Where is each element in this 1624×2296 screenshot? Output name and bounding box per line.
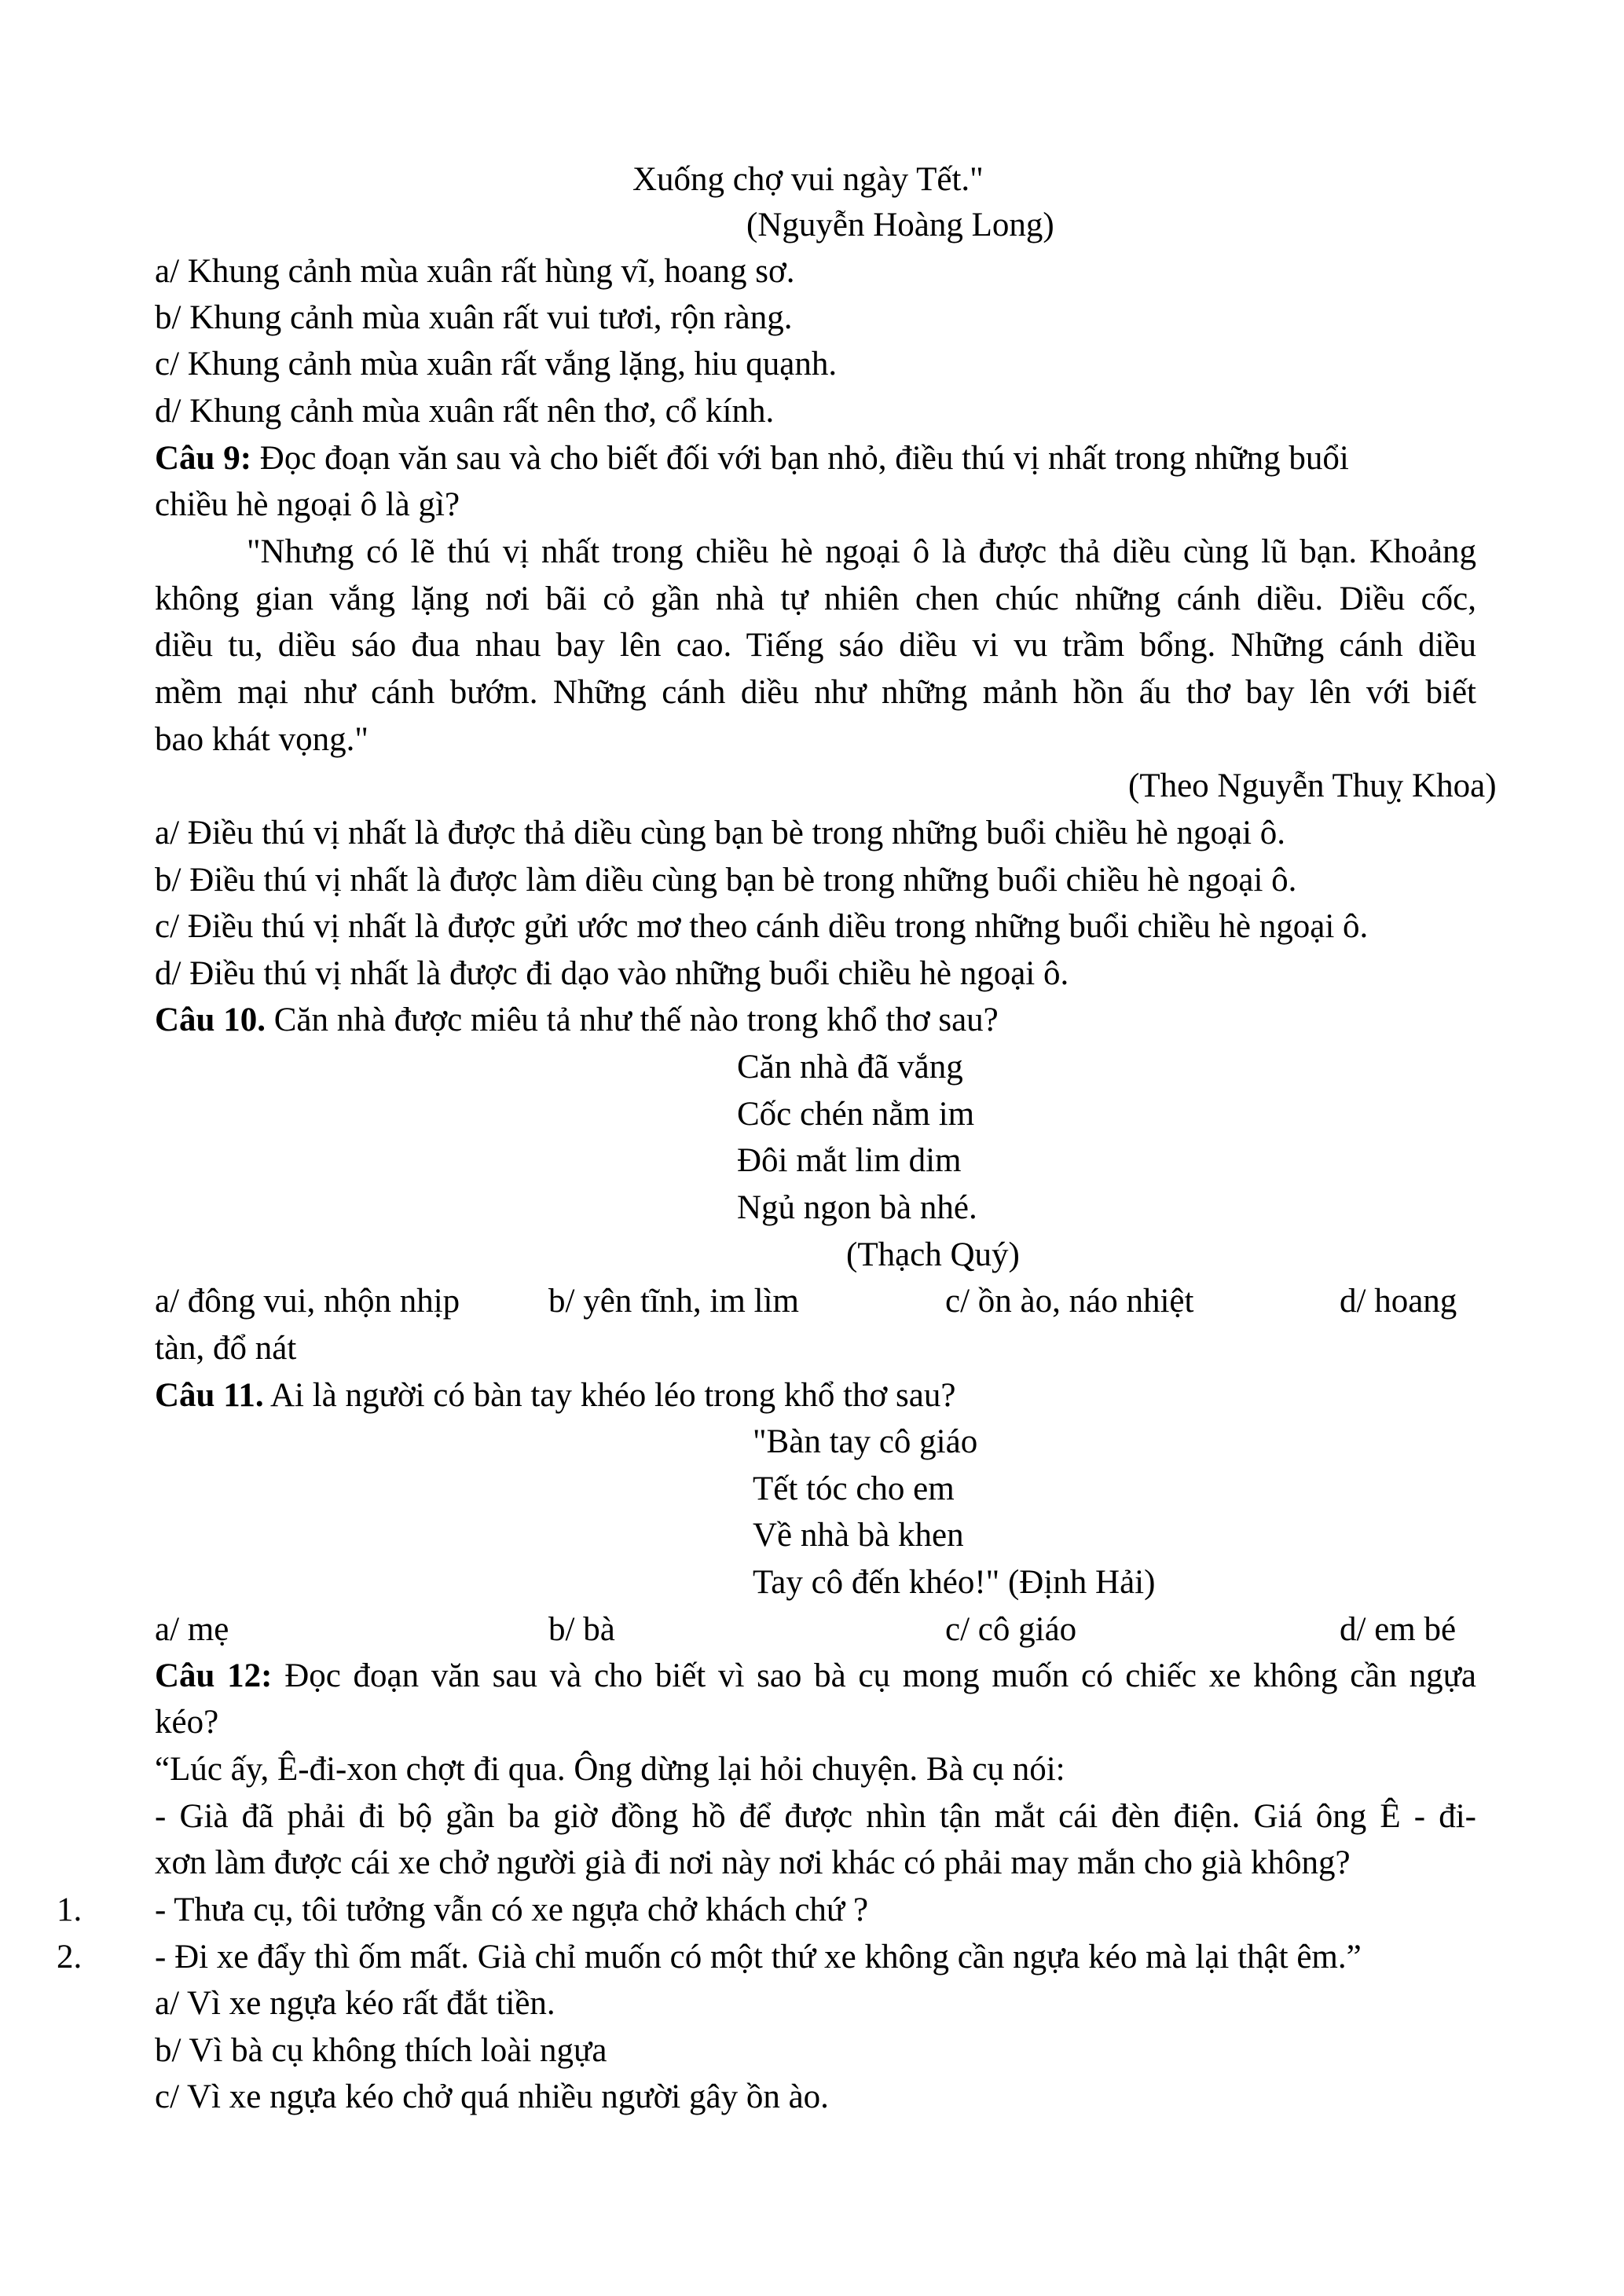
q9-passage-line: bao khát vọng."	[155, 721, 368, 758]
q9-option-d: d/ Điều thú vị nhất là được đi dạo vào những buổi chiều hè ngoại ô.	[155, 955, 1069, 992]
q11-label: Câu 11.	[155, 1377, 264, 1414]
poem-last-line: Xuống chợ vui ngày Tết."	[632, 161, 984, 198]
q10-option-d: d/ hoang	[1340, 1283, 1457, 1320]
q12-dialog-number: 2.	[57, 1939, 82, 1976]
q10-option-b: b/ yên tĩnh, im lìm	[548, 1283, 799, 1320]
q9-question-cont: chiều hè ngoại ô là gì?	[155, 486, 460, 523]
q10-option-c: c/ ồn ào, náo nhiệt	[945, 1283, 1194, 1320]
q9-option-c: c/ Điều thú vị nhất là được gửi ước mơ theo cánh diều trong những buổi chiều hè ngoại ô.	[155, 908, 1369, 945]
q12-question-cont: kéo?	[155, 1704, 219, 1741]
q9-source: (Theo Nguyễn Thuỵ Khoa)	[1128, 767, 1497, 804]
q10-poem-line: Đôi mắt lim dim	[737, 1142, 962, 1179]
q11-poem-line: Về nhà bà khen	[753, 1517, 964, 1554]
q11-option-a: a/ mẹ	[155, 1611, 229, 1648]
q10-label: Câu 10.	[155, 1002, 266, 1038]
q12-passage-line: xơn làm được cái xe chở người già đi nơi này nơi khác có phải may mắn cho già không?	[155, 1844, 1351, 1881]
q12-option-a: a/ Vì xe ngựa kéo rất đắt tiền.	[155, 1985, 555, 2022]
q12-passage-line: - Già đã phải đi bộ gần ba giờ đồng hồ để được nhìn tận mắt cái đèn điện. Giá ông Ê - đi-	[155, 1798, 1476, 1835]
poem-author: (Nguyễn Hoàng Long)	[746, 207, 1054, 244]
q12-dialog-line: - Đi xe đẩy thì ốm mất. Già chỉ muốn có một thứ xe không cần ngựa kéo mà lại thật êm.”	[155, 1939, 1362, 1976]
q9-passage-line: "Nhưng có lẽ thú vị nhất trong chiều hè ngoại ô là được thả diều cùng lũ bạn. Khoảng	[247, 533, 1476, 570]
q8-option-c: c/ Khung cảnh mùa xuân rất vắng lặng, hiu quạnh.	[155, 346, 838, 383]
q11-question-text: Ai là người có bàn tay khéo léo trong khổ thơ sau?	[263, 1377, 956, 1414]
q10-poem-line: Căn nhà đã vắng	[737, 1049, 963, 1086]
q12-question	[155, 1653, 1476, 1700]
q12-label: Câu 12:	[155, 1657, 273, 1694]
q9-passage-line: không gian vắng lặng nơi bãi cỏ gần nhà tự nhiên chen chúc những cánh diều. Diều cốc,	[155, 580, 1476, 617]
q9-question-text: Đọc đoạn văn sau và cho biết đối với bạn nhỏ, điều thú vị nhất trong những buổi	[251, 440, 1349, 477]
q12-passage-line: “Lúc ấy, Ê-đi-xon chợt đi qua. Ông dừng lại hỏi chuyện. Bà cụ nói:	[155, 1751, 1065, 1788]
q12-dialog-number: 1.	[57, 1891, 82, 1928]
q10-question-text: Căn nhà được miêu tả như thế nào trong khổ thơ sau?	[265, 1002, 999, 1038]
q10-poem-line: Cốc chén nằm im	[737, 1096, 975, 1133]
q9-option-a: a/ Điều thú vị nhất là được thả diều cùng bạn bè trong những buổi chiều hè ngoại ô.	[155, 815, 1286, 851]
q11-poem-line: Tết tóc cho em	[753, 1470, 955, 1507]
q11-option-b: b/ bà	[548, 1611, 615, 1648]
q12-dialog-line: - Thưa cụ, tôi tưởng vẫn có xe ngựa chở khách chứ ?	[155, 1891, 869, 1928]
q9-label: Câu 9:	[155, 440, 252, 477]
q11-poem-line: Tay cô đến khéo!" (Định Hải)	[753, 1564, 1156, 1601]
q12-option-c: c/ Vì xe ngựa kéo chở quá nhiều người gây ồn ào.	[155, 2078, 829, 2115]
q10-option-a: a/ đông vui, nhộn nhịp	[155, 1283, 460, 1320]
q11-option-c: c/ cô giáo	[945, 1611, 1077, 1648]
q11-option-d: d/ em bé	[1340, 1611, 1457, 1648]
q10-question	[155, 997, 999, 1044]
q9-option-b: b/ Điều thú vị nhất là được làm diều cùng bạn bè trong những buổi chiều hè ngoại ô.	[155, 862, 1297, 899]
q11-question	[155, 1372, 955, 1419]
q12-option-b: b/ Vì bà cụ không thích loài ngựa	[155, 2032, 607, 2069]
q10-poem-author: (Thạch Quý)	[846, 1236, 1020, 1273]
q12-question-text: Đọc đoạn văn sau và cho biết vì sao bà cụ mong muốn có chiếc xe không cần ngựa	[272, 1657, 1476, 1694]
q8-option-a: a/ Khung cảnh mùa xuân rất hùng vĩ, hoang sơ.	[155, 253, 795, 290]
q9-question	[155, 435, 1349, 482]
q11-poem-line: "Bàn tay cô giáo	[753, 1423, 978, 1460]
q8-option-b: b/ Khung cảnh mùa xuân rất vui tươi, rộn ràng.	[155, 299, 793, 336]
q9-passage-line: diều tu, diều sáo đua nhau bay lên cao. Tiếng sáo diều vi vu trầm bổng. Những cánh diều	[155, 627, 1476, 664]
q8-option-d: d/ Khung cảnh mùa xuân rất nên thơ, cổ kính.	[155, 393, 775, 430]
q9-passage-line: mềm mại như cánh bướm. Những cánh diều như những mảnh hồn ấu thơ bay lên với biết	[155, 674, 1476, 711]
q10-option-d-cont: tàn, đổ nát	[155, 1330, 297, 1367]
q10-poem-line: Ngủ ngon bà nhé.	[737, 1189, 977, 1226]
